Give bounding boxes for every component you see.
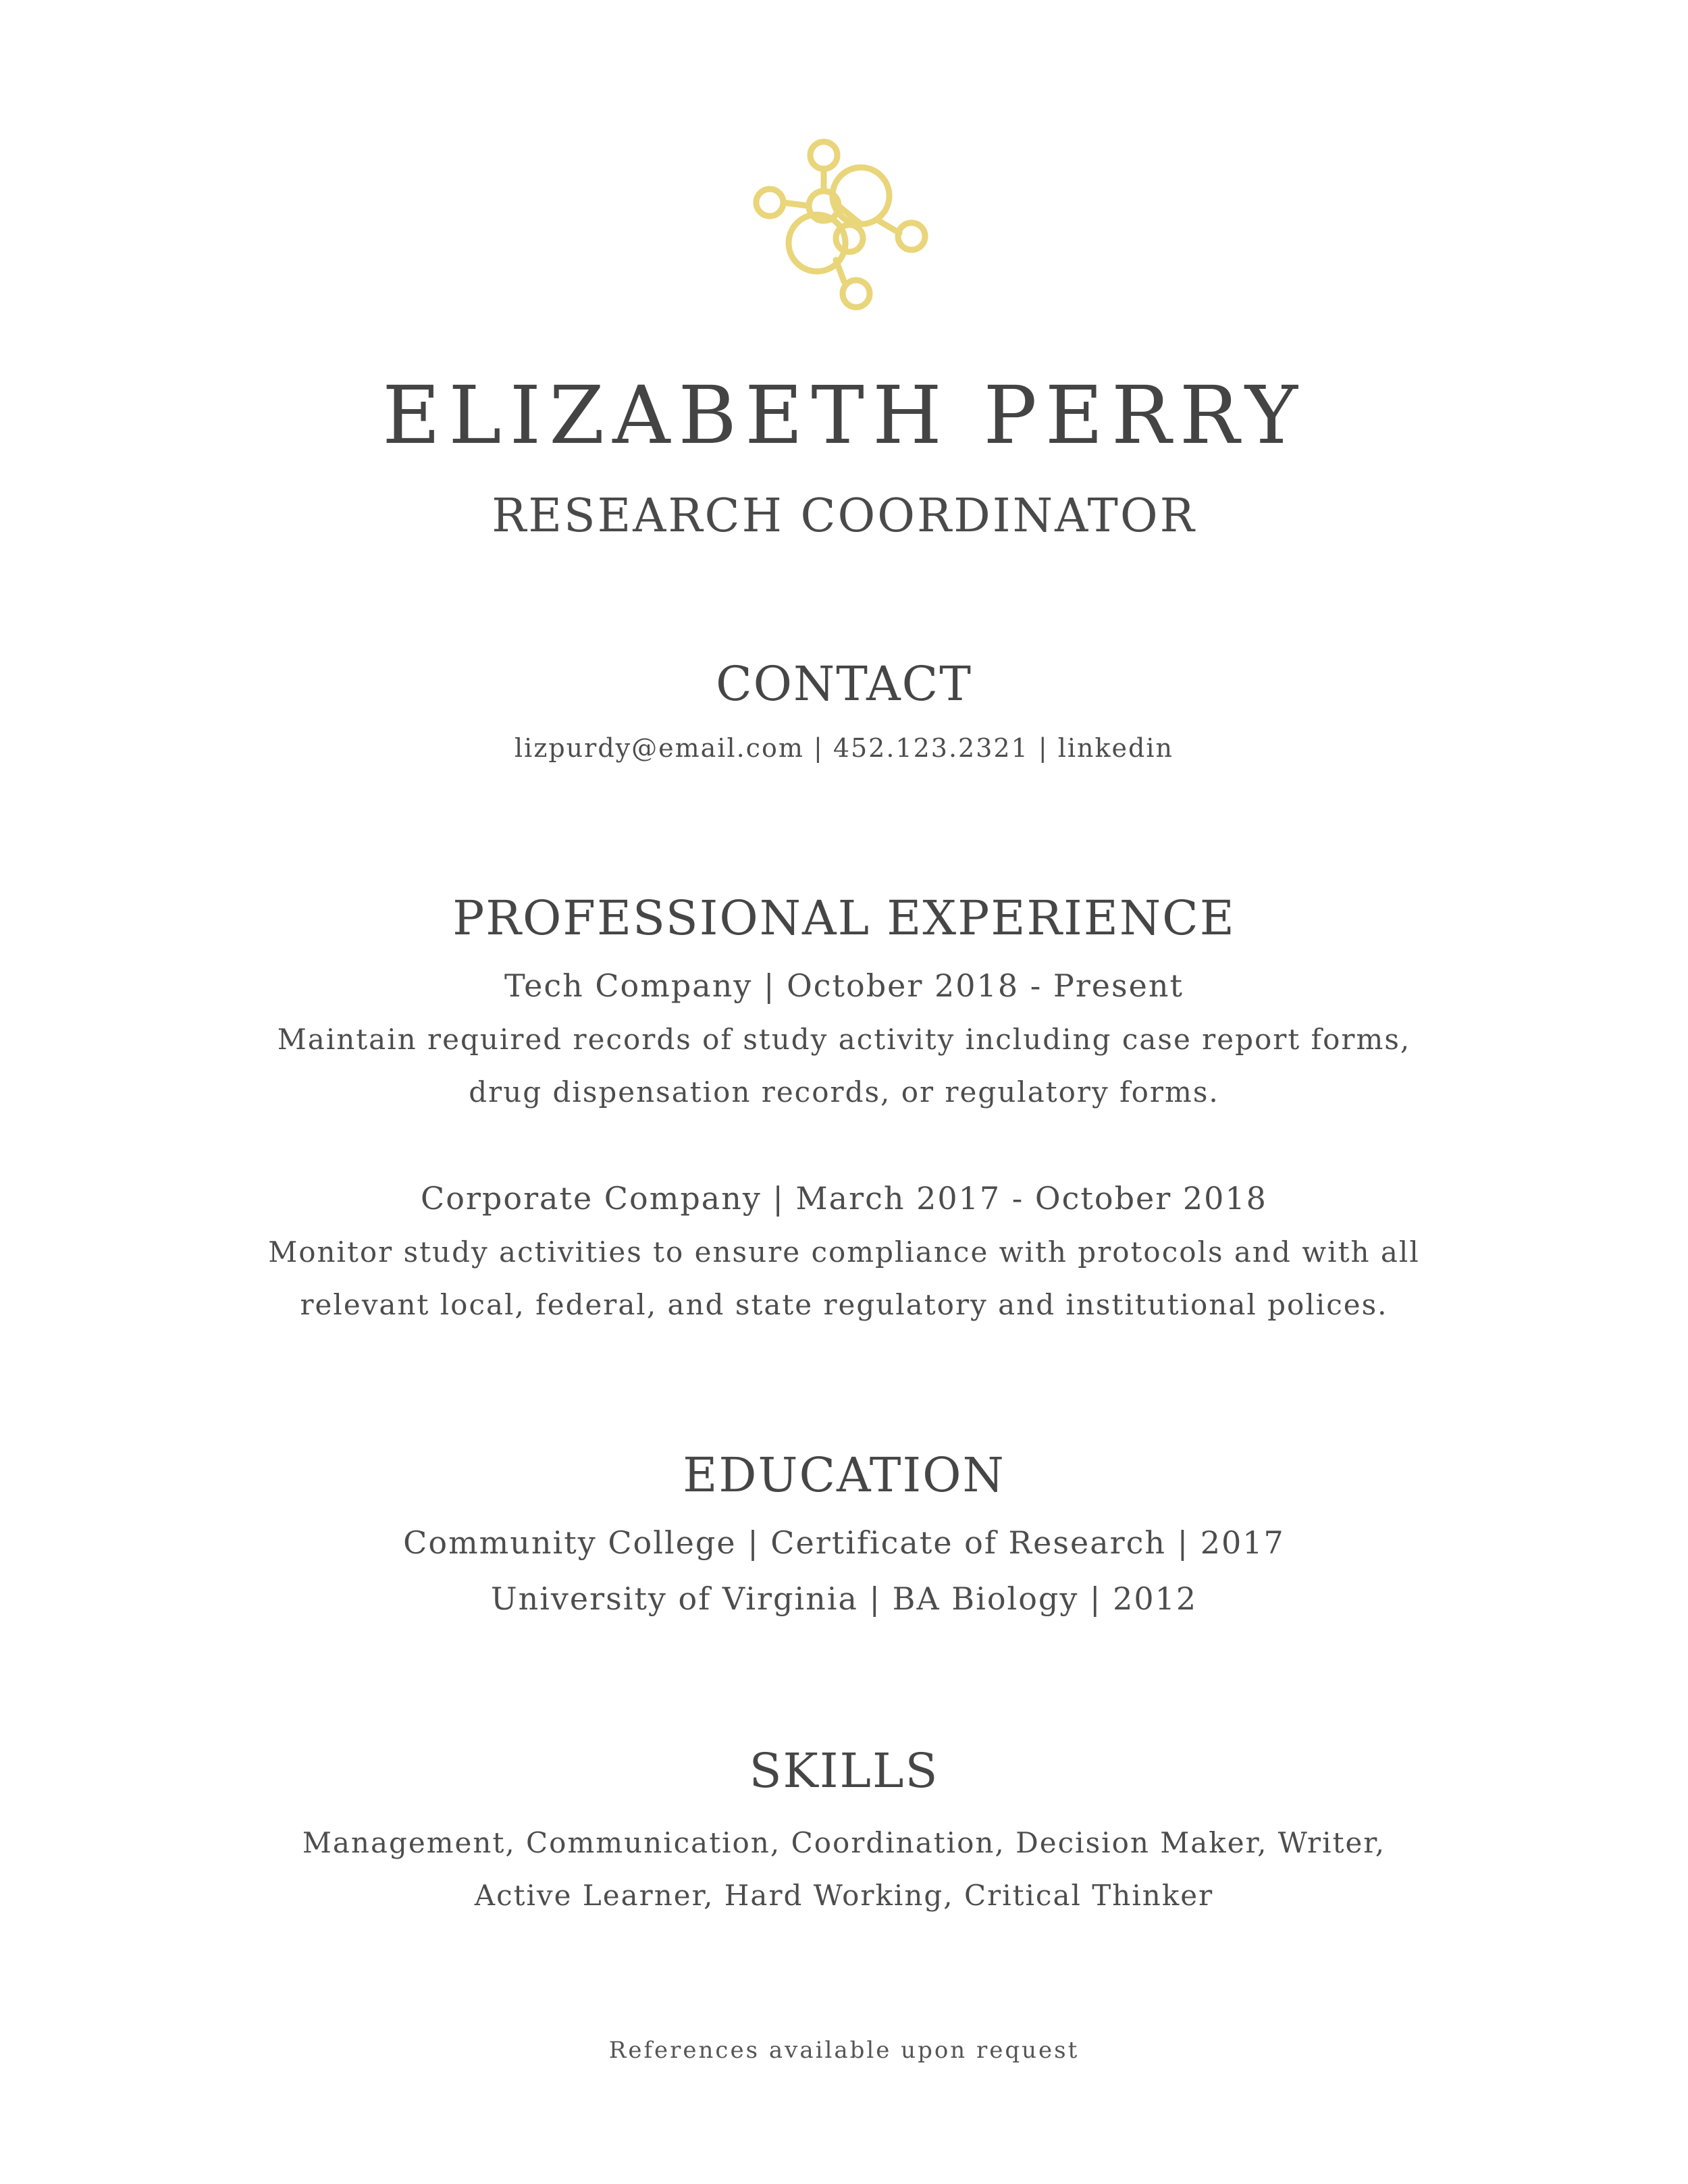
- job-description-line: relevant local, federal, and state regulatory and institutional polices.: [300, 1288, 1388, 1321]
- education-heading: EDUCATION: [683, 1447, 1005, 1503]
- job-title: RESEARCH COORDINATOR: [492, 489, 1196, 543]
- applicant-name: ELIZABETH PERRY: [382, 369, 1306, 462]
- job-description-line: Monitor study activities to ensure compliance with protocols and with all: [268, 1235, 1420, 1269]
- job-description-line: Maintain required records of study activity including case report forms,: [277, 1023, 1411, 1056]
- job-description-line: drug dispensation records, or regulatory forms.: [469, 1075, 1219, 1109]
- references-note: References available upon request: [608, 2037, 1080, 2064]
- contact-heading: CONTACT: [716, 656, 972, 712]
- education-entry: University of Virginia | BA Biology | 2012: [490, 1580, 1198, 1617]
- skills-line: Management, Communication, Coordination, Decision Maker, Writer,: [302, 1826, 1386, 1859]
- job-title-line: Corporate Company | March 2017 - October 2018: [421, 1180, 1267, 1217]
- job-title-line: Tech Company | October 2018 - Present: [504, 967, 1184, 1004]
- contact-line: lizpurdy@email.com | 452.123.2321 | linkedin: [515, 733, 1173, 763]
- skills-heading: SKILLS: [749, 1743, 939, 1799]
- experience-heading: PROFESSIONAL EXPERIENCE: [452, 890, 1236, 946]
- education-entry: Community College | Certificate of Research | 2017: [403, 1524, 1285, 1561]
- flourish-logo-icon: [749, 132, 932, 314]
- skills-line: Active Learner, Hard Working, Critical Thinker: [474, 1879, 1214, 1912]
